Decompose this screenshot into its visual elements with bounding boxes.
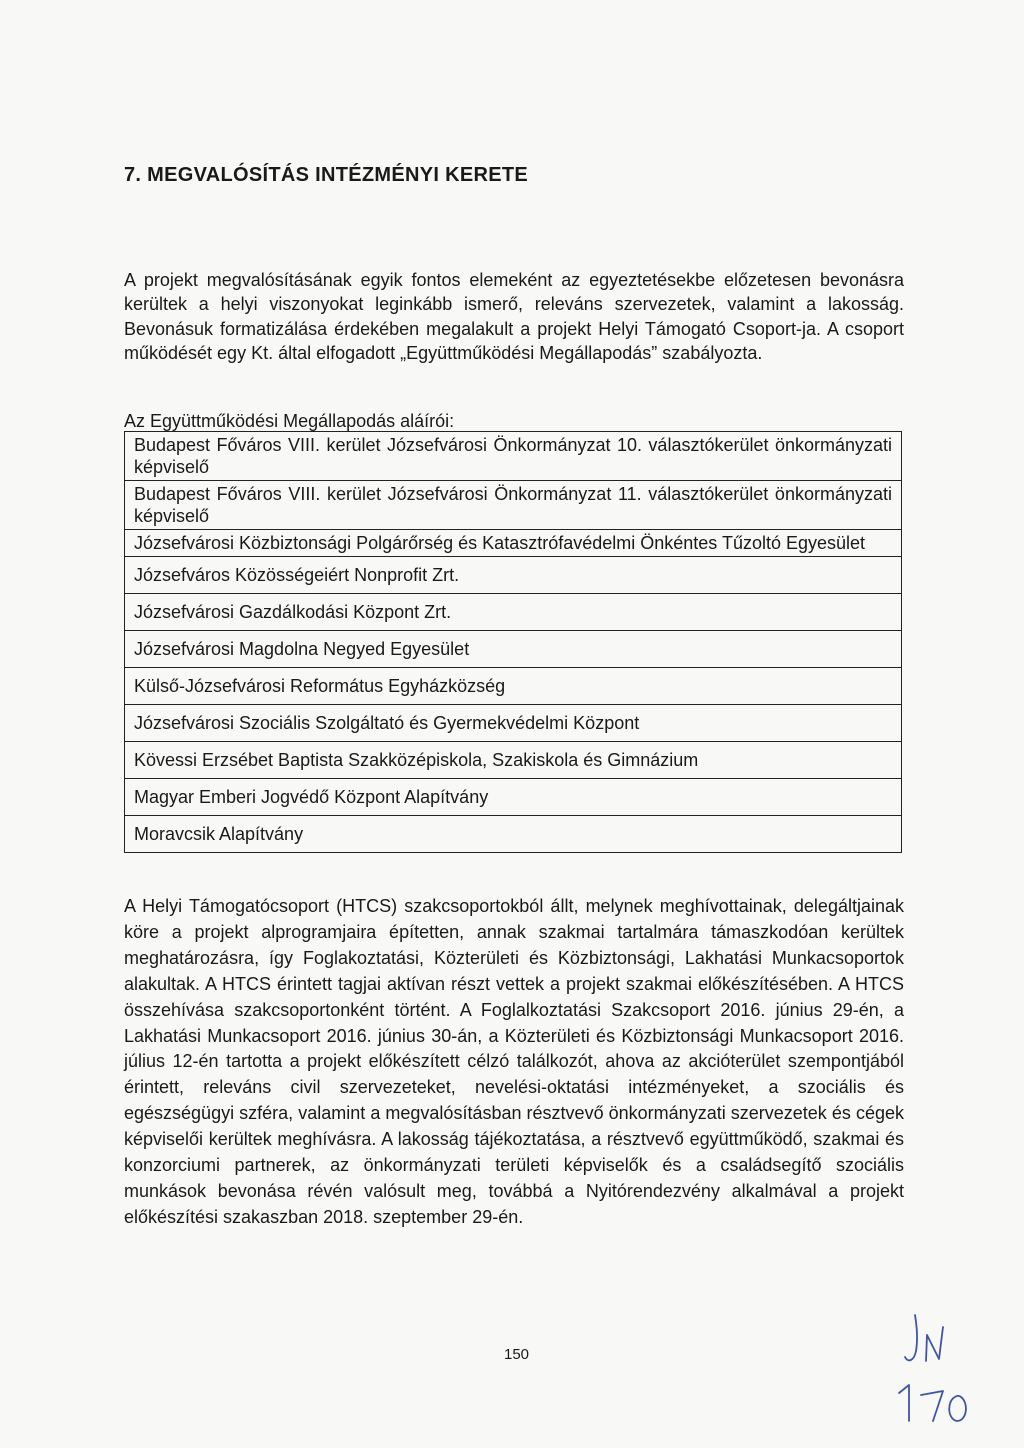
signer-cell: Budapest Főváros VIII. kerület Józsefvárosi Önkormányzat 10. választókerület önkormányzati képviselő [125, 432, 902, 481]
signer-cell: Józsefváros Közösségeiért Nonprofit Zrt. [125, 557, 902, 594]
signer-cell: Kövessi Erzsébet Baptista Szakközépiskola, Szakiskola és Gimnázium [125, 742, 902, 779]
table-row [125, 594, 902, 631]
section-heading: 7. MEGVALÓSÍTÁS INTÉZMÉNYI KERETE [124, 164, 529, 186]
table-row [125, 779, 902, 816]
page-number: 150 [504, 1346, 530, 1363]
table-row [125, 705, 902, 742]
table-row [125, 432, 902, 481]
table-row [125, 481, 902, 530]
intro-paragraph: A projekt megvalósításának egyik fontos elemeként az egyeztetésekbe előzetesen bevonásra kerültek a helyi viszonyokat leginkább ismerő, releváns szervezetek, valamint a lakosság. Bevonásuk formatizálása érdekében megalakult a projekt Helyi Támogató Csoport-ja. A csoport működését egy Kt. által elfogadott „Együttműködési Megállapodás” szabályozta. [124, 270, 904, 364]
signers-table [124, 431, 902, 853]
signer-cell: Józsefvárosi Közbiztonsági Polgárőrség és Katasztrófavédelmi Önkéntes Tűzoltó Egyesület [125, 530, 902, 557]
table-row [125, 668, 902, 705]
signer-cell: Józsefvárosi Gazdálkodási Központ Zrt. [125, 594, 902, 631]
handwritten-signature-icon [893, 1305, 1003, 1425]
body-paragraph: A Helyi Támogatócsoport (HTCS) szakcsoportokból állt, melynek meghívottainak, delegáltjainak köre a projekt alprogramjaira építetten, annak szakmai tartalmára támaszkodóan kerültek meghatározásra, így Foglakoztatási, Közterületi és Közbiztonsági, Lakhatási Munkacsoportok alakultak. A HTCS érintett tagjai aktívan részt vettek a projekt szakmai előkészítésében. A HTCS összehívása szakcsoportonként történt. A Foglalkoztatási Szakcsoport 2016. június 29-én, a Lakhatási Munkacsoport 2016. június 30-án, a Közterületi és Közbiztonsági Munkacsoport 2016. július 12-én tartotta a projekt előkészített célzó találkozót, ahova az akcióterület szempontjából érintett, releváns civil szervezeteket, nevelési-oktatási intézményeket, a szociális és egészségügyi szféra, valamint a megvalósításban résztvevő önkormányzati szervezetek és cégek képviselői kerültek meghívásra. A lakosság tájékoztatása, a résztvevő együttműködő, szakmai és konzorciumi partnerek, az önkormányzati területi képviselők és a családsegítő szociális munkások bevonása révén valósult meg, továbbá a Nyitórendezvény alkalmával a projekt előkészítési szakaszban 2018. szeptember 29-én. [124, 896, 904, 1227]
table-row [125, 742, 902, 779]
signer-cell: Józsefvárosi Magdolna Negyed Egyesület [125, 631, 902, 668]
signer-cell: Magyar Emberi Jogvédő Központ Alapítvány [125, 779, 902, 816]
table-row [125, 557, 902, 594]
signer-cell: Budapest Főváros VIII. kerület Józsefvárosi Önkormányzat 11. választókerület önkormányzati képviselő [125, 481, 902, 530]
signers-label: Az Együttműködési Megállapodás aláírói: [124, 411, 455, 431]
signer-cell: Józsefvárosi Szociális Szolgáltató és Gyermekvédelmi Központ [125, 705, 902, 742]
table-row [125, 530, 902, 557]
signer-cell: Külső-Józsefvárosi Református Egyházközség [125, 668, 902, 705]
table-row [125, 631, 902, 668]
table-row [125, 816, 902, 853]
signer-cell: Moravcsik Alapítvány [125, 816, 902, 853]
